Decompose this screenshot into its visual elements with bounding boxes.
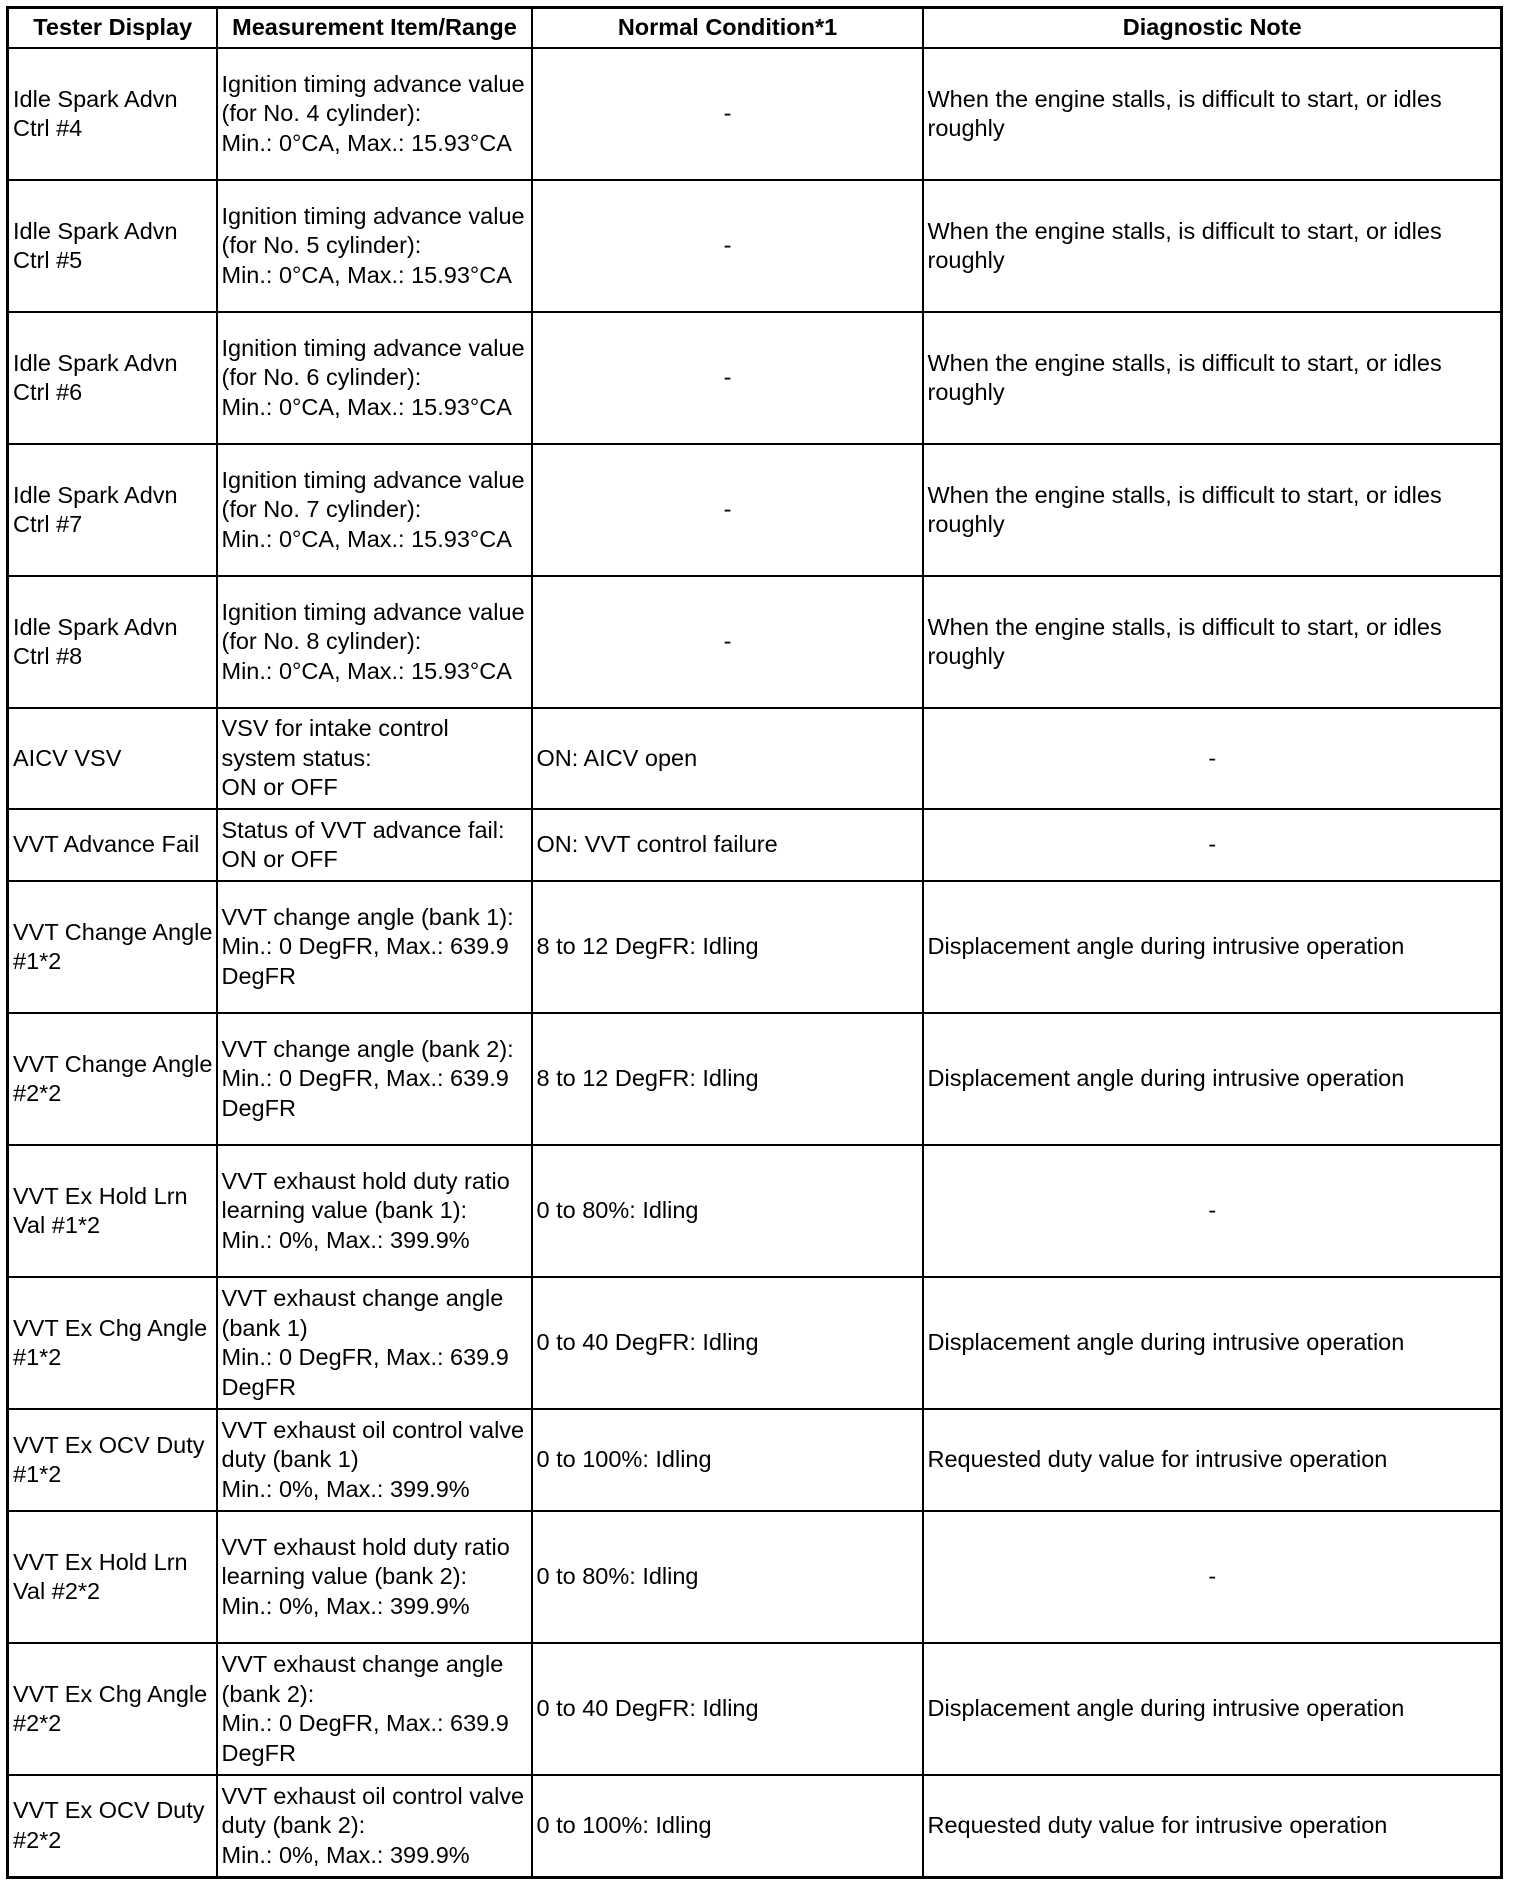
tester-display-cell: VVT Ex Chg Angle #1*2 [8,1277,217,1409]
measurement-range-cell: Ignition timing advance value (for No. 8 cylinder): Min.: 0°CA, Max.: 15.93°CA [217,576,532,708]
diagnostic-note-cell: - [923,1511,1502,1643]
measurement-range-cell: Ignition timing advance value (for No. 4 cylinder): Min.: 0°CA, Max.: 15.93°CA [217,48,532,180]
measurement-range-cell: VVT change angle (bank 2): Min.: 0 DegFR, Max.: 639.9 DegFR [217,1013,532,1145]
normal-condition-cell: ON: AICV open [532,708,923,809]
diagnostic-note-cell: Displacement angle during intrusive operation [923,1277,1502,1409]
diagnostic-note-cell: Requested duty value for intrusive operation [923,1775,1502,1877]
normal-condition-cell: 0 to 80%: Idling [532,1511,923,1643]
normal-condition-cell: - [532,576,923,708]
document-page [6,6,1500,1879]
header-diagnostic-note: Diagnostic Note [923,8,1502,49]
tester-display-cell: Idle Spark Advn Ctrl #6 [8,312,217,444]
normal-condition-cell: 0 to 40 DegFR: Idling [532,1277,923,1409]
normal-condition-cell: - [532,444,923,576]
diagnostic-note-cell: When the engine stalls, is difficult to start, or idles roughly [923,48,1502,180]
tester-display-cell: VVT Ex OCV Duty #2*2 [8,1775,217,1877]
tester-display-cell: Idle Spark Advn Ctrl #7 [8,444,217,576]
measurement-range-cell: VVT exhaust hold duty ratio learning value (bank 1): Min.: 0%, Max.: 399.9% [217,1145,532,1277]
tester-display-cell: VVT Advance Fail [8,809,217,881]
table-row [8,312,1502,444]
table-row [8,1277,1502,1409]
tester-display-cell: VVT Ex OCV Duty #1*2 [8,1409,217,1511]
tester-display-cell: VVT Change Angle #2*2 [8,1013,217,1145]
table-header-row [8,8,1502,49]
header-measurement-item: Measurement Item/Range [217,8,532,49]
table-row [8,708,1502,809]
diagnostic-note-cell: - [923,809,1502,881]
normal-condition-cell: - [532,312,923,444]
data-list-table [6,6,1503,1879]
table-row [8,576,1502,708]
header-normal-condition: Normal Condition*1 [532,8,923,49]
diagnostic-note-cell: Displacement angle during intrusive operation [923,1643,1502,1775]
diagnostic-note-cell: Displacement angle during intrusive operation [923,881,1502,1013]
diagnostic-note-cell: When the engine stalls, is difficult to start, or idles roughly [923,576,1502,708]
table-row [8,1145,1502,1277]
table-row [8,1511,1502,1643]
tester-display-cell: VVT Change Angle #1*2 [8,881,217,1013]
diagnostic-note-cell: When the engine stalls, is difficult to start, or idles roughly [923,444,1502,576]
header-tester-display: Tester Display [8,8,217,49]
table-row [8,444,1502,576]
tester-display-cell: Idle Spark Advn Ctrl #4 [8,48,217,180]
measurement-range-cell: VVT exhaust hold duty ratio learning value (bank 2): Min.: 0%, Max.: 399.9% [217,1511,532,1643]
measurement-range-cell: Ignition timing advance value (for No. 6 cylinder): Min.: 0°CA, Max.: 15.93°CA [217,312,532,444]
normal-condition-cell: 8 to 12 DegFR: Idling [532,881,923,1013]
table-row [8,881,1502,1013]
tester-display-cell: Idle Spark Advn Ctrl #5 [8,180,217,312]
measurement-range-cell: Ignition timing advance value (for No. 5 cylinder): Min.: 0°CA, Max.: 15.93°CA [217,180,532,312]
measurement-range-cell: VVT change angle (bank 1): Min.: 0 DegFR, Max.: 639.9 DegFR [217,881,532,1013]
table-row [8,48,1502,180]
table-row [8,809,1502,881]
table-row [8,180,1502,312]
tester-display-cell: VVT Ex Hold Lrn Val #2*2 [8,1511,217,1643]
table-row [8,1775,1502,1877]
diagnostic-note-cell: When the engine stalls, is difficult to start, or idles roughly [923,312,1502,444]
normal-condition-cell: 0 to 100%: Idling [532,1409,923,1511]
normal-condition-cell: 8 to 12 DegFR: Idling [532,1013,923,1145]
normal-condition-cell: 0 to 40 DegFR: Idling [532,1643,923,1775]
normal-condition-cell: 0 to 80%: Idling [532,1145,923,1277]
measurement-range-cell: Ignition timing advance value (for No. 7 cylinder): Min.: 0°CA, Max.: 15.93°CA [217,444,532,576]
tester-display-cell: AICV VSV [8,708,217,809]
table-row [8,1643,1502,1775]
measurement-range-cell: VSV for intake control system status: ON or OFF [217,708,532,809]
measurement-range-cell: VVT exhaust change angle (bank 2): Min.: 0 DegFR, Max.: 639.9 DegFR [217,1643,532,1775]
normal-condition-cell: 0 to 100%: Idling [532,1775,923,1877]
table-row [8,1013,1502,1145]
tester-display-cell: Idle Spark Advn Ctrl #8 [8,576,217,708]
diagnostic-note-cell: Requested duty value for intrusive operation [923,1409,1502,1511]
normal-condition-cell: - [532,48,923,180]
table-row [8,1409,1502,1511]
diagnostic-note-cell: When the engine stalls, is difficult to start, or idles roughly [923,180,1502,312]
diagnostic-note-cell: - [923,708,1502,809]
normal-condition-cell: - [532,180,923,312]
measurement-range-cell: VVT exhaust change angle (bank 1) Min.: 0 DegFR, Max.: 639.9 DegFR [217,1277,532,1409]
measurement-range-cell: VVT exhaust oil control valve duty (bank 1) Min.: 0%, Max.: 399.9% [217,1409,532,1511]
normal-condition-cell: ON: VVT control failure [532,809,923,881]
diagnostic-note-cell: - [923,1145,1502,1277]
measurement-range-cell: VVT exhaust oil control valve duty (bank 2): Min.: 0%, Max.: 399.9% [217,1775,532,1877]
measurement-range-cell: Status of VVT advance fail: ON or OFF [217,809,532,881]
tester-display-cell: VVT Ex Hold Lrn Val #1*2 [8,1145,217,1277]
diagnostic-note-cell: Displacement angle during intrusive operation [923,1013,1502,1145]
tester-display-cell: VVT Ex Chg Angle #2*2 [8,1643,217,1775]
